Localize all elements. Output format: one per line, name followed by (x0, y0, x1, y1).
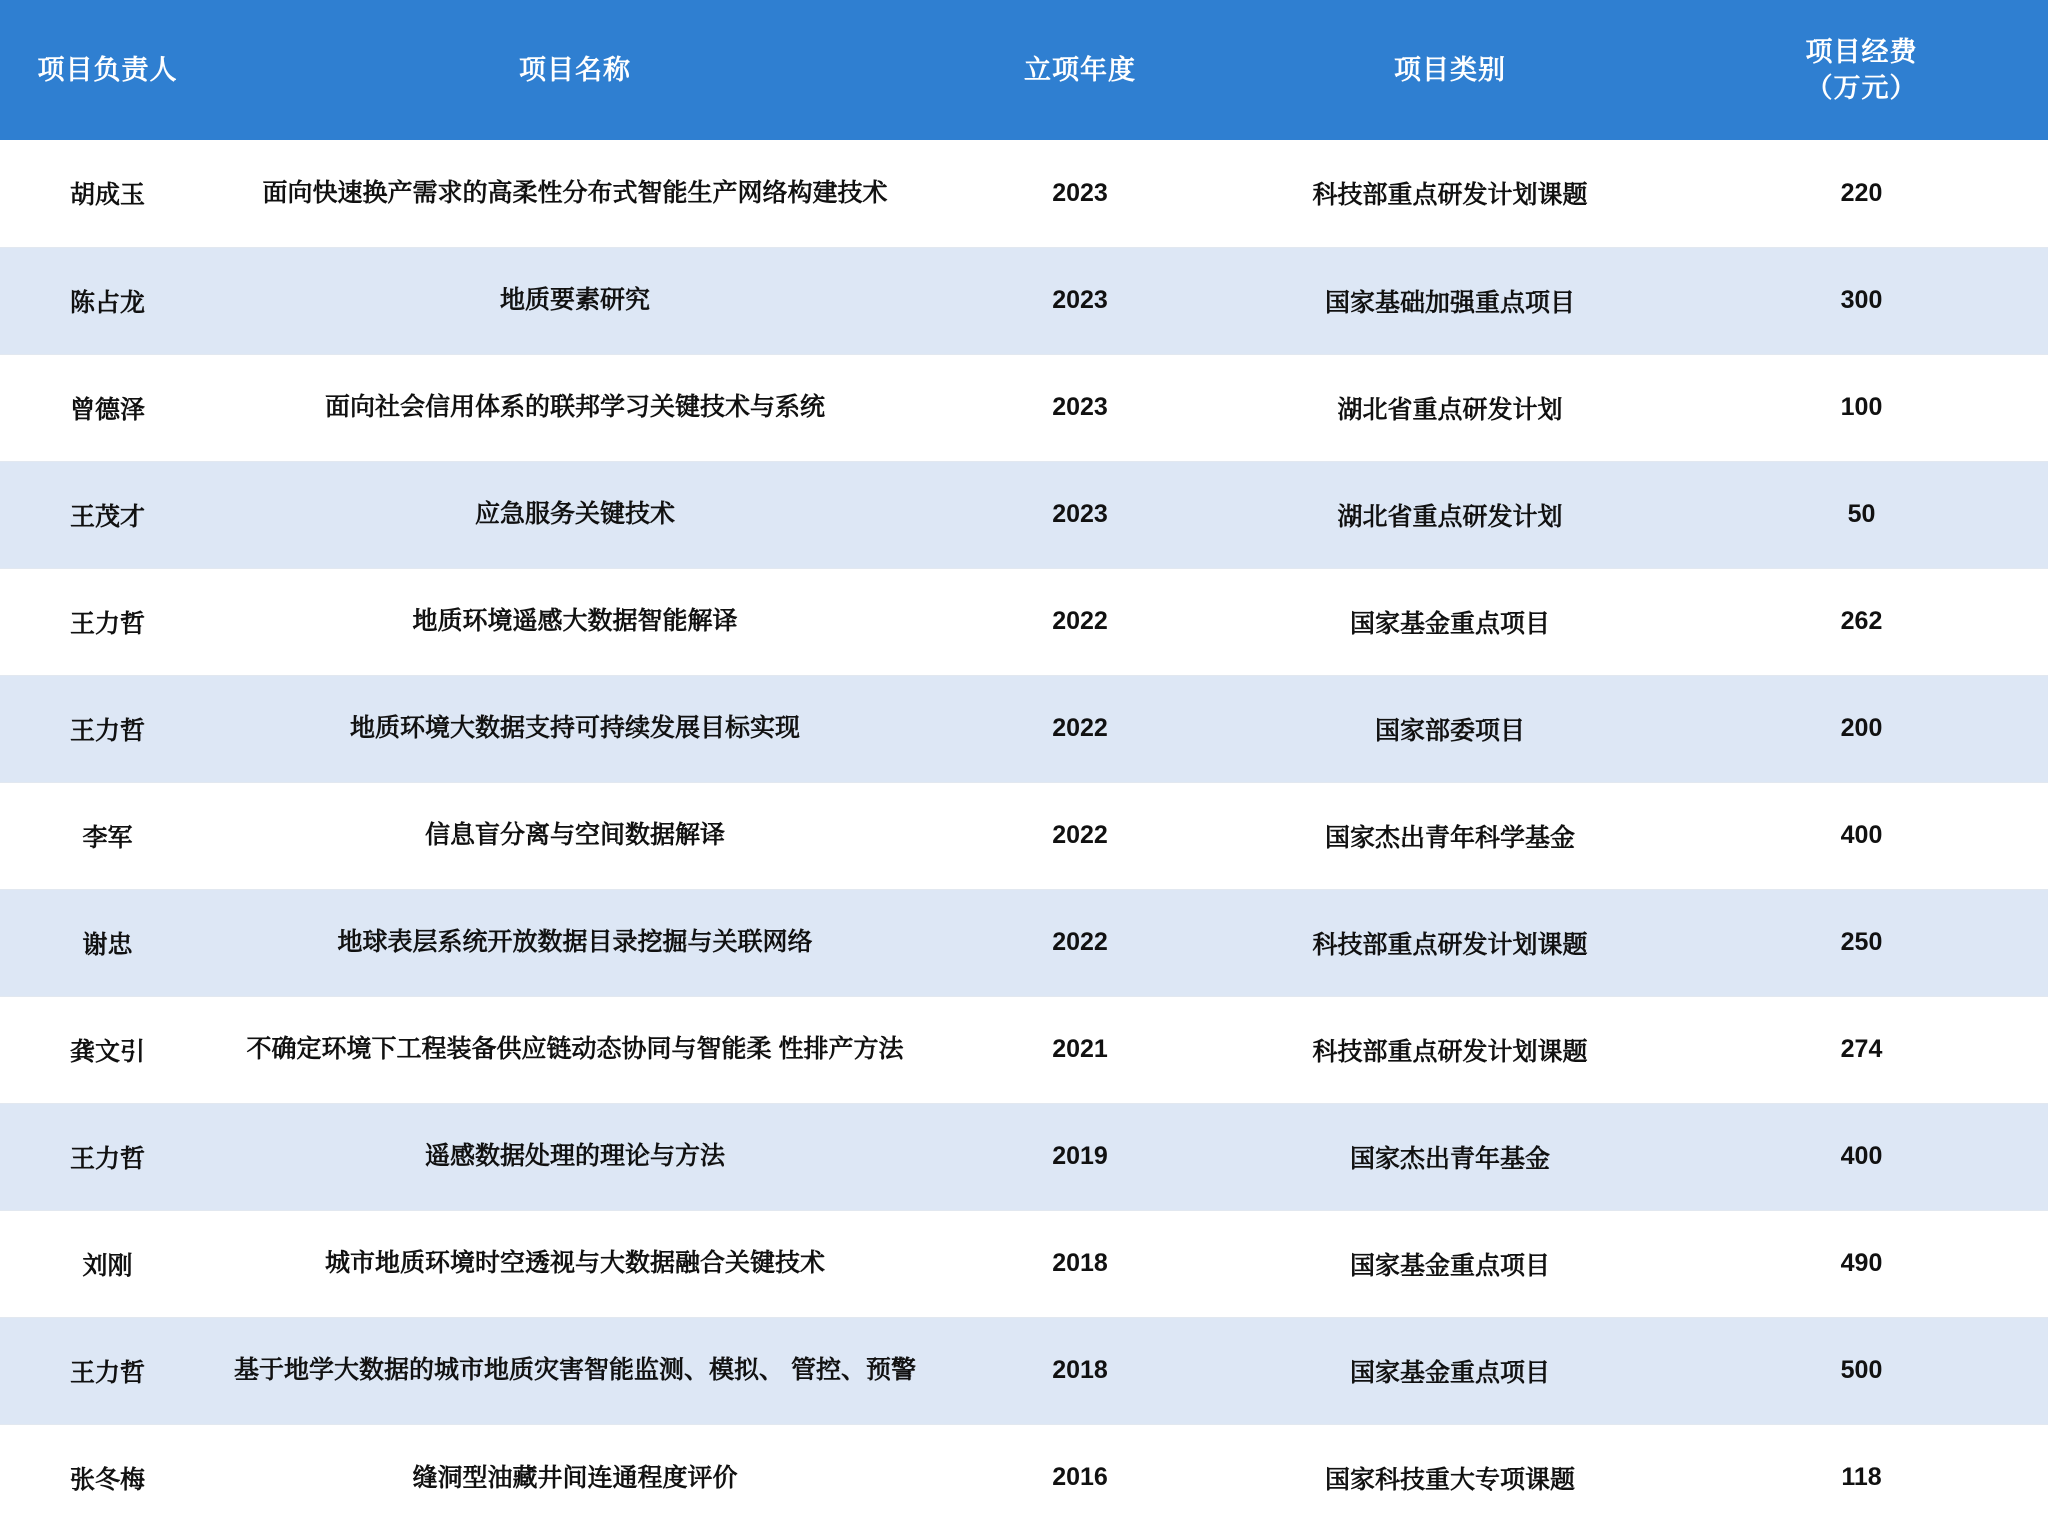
cell-project-name: 缝洞型油藏井间连通程度评价 (215, 1424, 935, 1531)
cell-year: 2022 (935, 675, 1225, 782)
cell-funding: 200 (1675, 675, 2048, 782)
cell-category: 国家基金重点项目 (1225, 1317, 1675, 1424)
cell-category: 国家基金重点项目 (1225, 1210, 1675, 1317)
cell-leader: 谢忠 (0, 889, 215, 996)
column-header-leader-label: 项目负责人 (37, 54, 178, 85)
table-body (0, 140, 2048, 1531)
cell-leader: 曾德泽 (0, 354, 215, 461)
column-header-funding-unit: （万元） (1805, 73, 1918, 103)
cell-leader: 胡成玉 (0, 140, 215, 247)
column-header-leader (0, 0, 215, 140)
cell-funding: 250 (1675, 889, 2048, 996)
cell-project-name: 地质要素研究 (215, 247, 935, 354)
column-header-year-label: 立项年度 (1024, 54, 1136, 85)
cell-category: 国家基础加强重点项目 (1225, 247, 1675, 354)
cell-funding: 490 (1675, 1210, 2048, 1317)
table-header (0, 0, 2048, 140)
table-row (0, 889, 2048, 996)
cell-category: 科技部重点研发计划课题 (1225, 140, 1675, 247)
cell-project-name: 遥感数据处理的理论与方法 (215, 1103, 935, 1210)
cell-funding: 220 (1675, 140, 2048, 247)
cell-funding: 50 (1675, 461, 2048, 568)
table-header-row (0, 0, 2048, 140)
table-row (0, 247, 2048, 354)
cell-project-name: 不确定环境下工程装备供应链动态协同与智能柔 性排产方法 (215, 996, 935, 1103)
cell-leader: 王力哲 (0, 1317, 215, 1424)
column-header-project-name-label: 项目名称 (519, 54, 631, 85)
table-row (0, 1317, 2048, 1424)
table-row (0, 1210, 2048, 1317)
cell-project-name: 基于地学大数据的城市地质灾害智能监测、模拟、 管控、预警 (215, 1317, 935, 1424)
column-header-funding (1675, 0, 2048, 140)
cell-category: 国家部委项目 (1225, 675, 1675, 782)
column-header-category-label: 项目类别 (1394, 54, 1506, 85)
cell-year: 2023 (935, 354, 1225, 461)
table-row (0, 1424, 2048, 1531)
cell-category: 湖北省重点研发计划 (1225, 461, 1675, 568)
cell-leader: 陈占龙 (0, 247, 215, 354)
table-row (0, 461, 2048, 568)
cell-funding: 400 (1675, 782, 2048, 889)
cell-project-name: 面向社会信用体系的联邦学习关键技术与系统 (215, 354, 935, 461)
cell-category: 国家科技重大专项课题 (1225, 1424, 1675, 1531)
cell-leader: 王力哲 (0, 675, 215, 782)
table-row (0, 1103, 2048, 1210)
table-row (0, 675, 2048, 782)
cell-year: 2022 (935, 889, 1225, 996)
cell-year: 2022 (935, 568, 1225, 675)
table-row (0, 782, 2048, 889)
table-row (0, 140, 2048, 247)
cell-year: 2018 (935, 1317, 1225, 1424)
cell-year: 2023 (935, 140, 1225, 247)
cell-year: 2021 (935, 996, 1225, 1103)
column-header-project-name (215, 0, 935, 140)
cell-year: 2016 (935, 1424, 1225, 1531)
cell-leader: 龚文引 (0, 996, 215, 1103)
cell-leader: 刘刚 (0, 1210, 215, 1317)
cell-leader: 李军 (0, 782, 215, 889)
cell-project-name: 城市地质环境时空透视与大数据融合关键技术 (215, 1210, 935, 1317)
table-row (0, 568, 2048, 675)
cell-funding: 400 (1675, 1103, 2048, 1210)
cell-project-name: 地球表层系统开放数据目录挖掘与关联网络 (215, 889, 935, 996)
cell-category: 国家基金重点项目 (1225, 568, 1675, 675)
cell-year: 2023 (935, 247, 1225, 354)
table-row (0, 354, 2048, 461)
cell-leader: 王力哲 (0, 1103, 215, 1210)
cell-project-name: 信息盲分离与空间数据解译 (215, 782, 935, 889)
cell-project-name: 应急服务关键技术 (215, 461, 935, 568)
cell-funding: 100 (1675, 354, 2048, 461)
table-row (0, 996, 2048, 1103)
cell-year: 2022 (935, 782, 1225, 889)
cell-category: 国家杰出青年科学基金 (1225, 782, 1675, 889)
cell-project-name: 地质环境大数据支持可持续发展目标实现 (215, 675, 935, 782)
cell-category: 科技部重点研发计划课题 (1225, 996, 1675, 1103)
column-header-funding-label: 项目经费 (1805, 36, 1918, 67)
cell-category: 国家杰出青年基金 (1225, 1103, 1675, 1210)
cell-project-name: 面向快速换产需求的高柔性分布式智能生产网络构建技术 (215, 140, 935, 247)
cell-funding: 300 (1675, 247, 2048, 354)
cell-year: 2018 (935, 1210, 1225, 1317)
cell-funding: 118 (1675, 1424, 2048, 1531)
cell-funding: 262 (1675, 568, 2048, 675)
column-header-year (935, 0, 1225, 140)
cell-leader: 张冬梅 (0, 1424, 215, 1531)
column-header-category (1225, 0, 1675, 140)
cell-category: 湖北省重点研发计划 (1225, 354, 1675, 461)
cell-project-name: 地质环境遥感大数据智能解译 (215, 568, 935, 675)
cell-funding: 500 (1675, 1317, 2048, 1424)
cell-year: 2019 (935, 1103, 1225, 1210)
cell-category: 科技部重点研发计划课题 (1225, 889, 1675, 996)
cell-year: 2023 (935, 461, 1225, 568)
cell-leader: 王力哲 (0, 568, 215, 675)
cell-leader: 王茂才 (0, 461, 215, 568)
cell-funding: 274 (1675, 996, 2048, 1103)
